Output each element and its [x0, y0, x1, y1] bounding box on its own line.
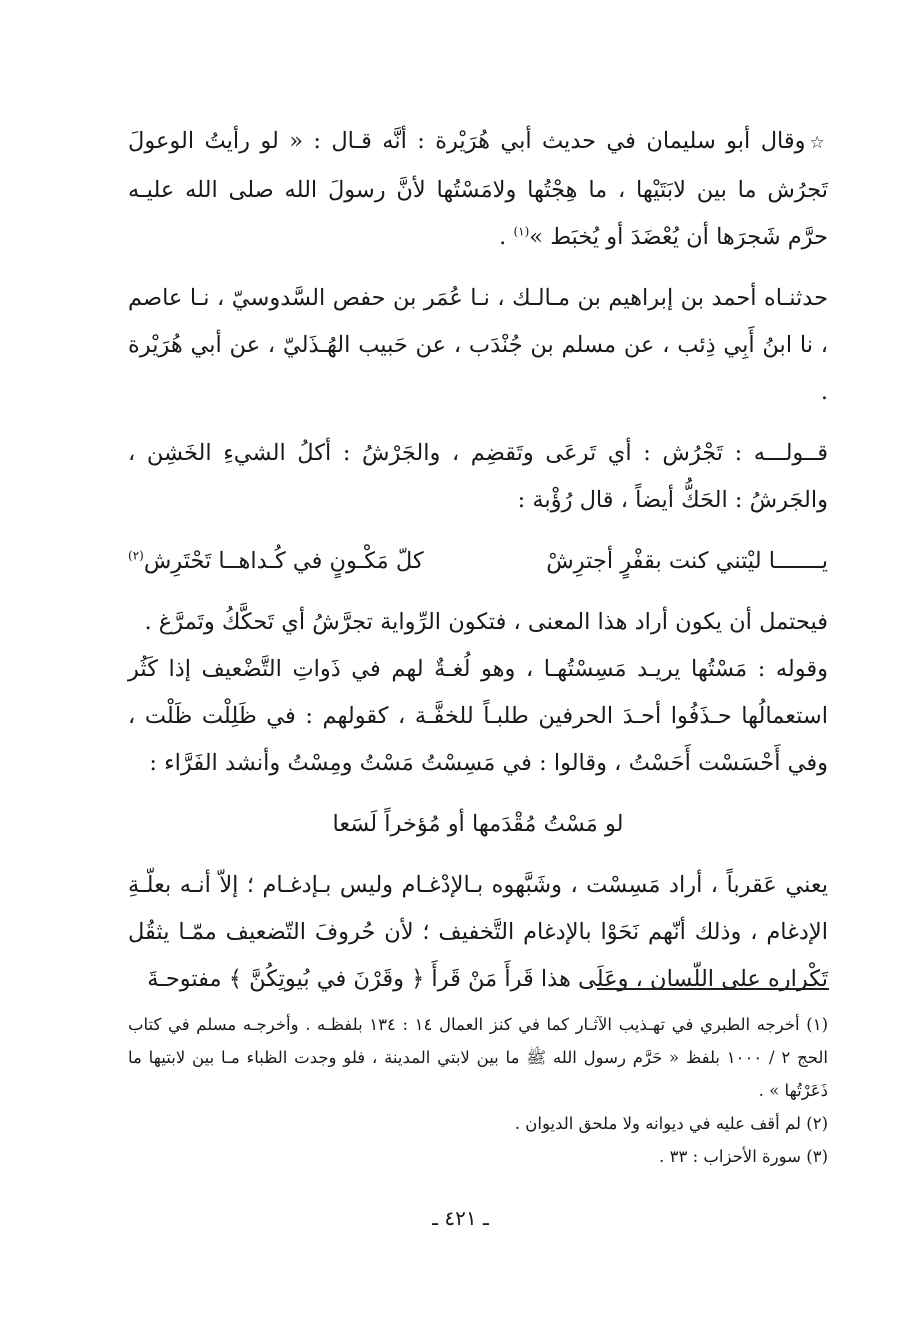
footnote-2: (٢) لم أقف عليه في ديوانه ولا ملحق الديوان . — [514, 1114, 828, 1133]
main-text — [128, 118, 828, 1003]
verse-hemistich-left: كلّ مَكْـونٍ في كُـداهــا تَحْتَرِش$^{(٢)}$ — [128, 548, 424, 574]
footnote-3: (٣) سورة الأحزاب : ٣٣ . — [659, 1147, 828, 1166]
paragraph-6: يعني عَقرباً ، أراد مَسِسْت ، وشَبَّهوه بـالإدْغـام وليس بـإدغـام ؛ إلاّ أنـه بعلّـةِ الإدغام ، وذلك أنّهم نَحَوْا بالإدغام التَّخفيف ؛ لأن حُروفَ التّضعيف ممّـا يثقُل تَكْراره على اللّسان ، وعَلَى هذا قَرأَ مَنْ قَرأَ ﴿ وقَرْنَ في بُيوتِكُنَّ ﴾ مفتوحـةَ — [128, 872, 828, 992]
paragraph-3: قــولـــه : تَجْرُش : أي تَرعَى وتَقضِم ، والجَرْشُ : أكلُ الشيءِ الخَشِن ، والجَرشُ : الحَكُّ أيضاً ، قال رُؤْبة : — [128, 440, 828, 513]
footnote-marker-1: (١) — [513, 224, 530, 239]
quoted-verse: لو مَسْتُ مُقْدَمها أو مُؤخراً لَسَعا — [332, 811, 624, 837]
paragraph-5: وقوله : مَسْتُها يريـد مَسِسْتُهـا ، وهو لُغـةٌ لهم في ذَواتِ التَّضْعيف إذا كَثُر استعمالُها حـذَفُوا أحـدَ الحرفين طلبـاً للخفَّـة ، كقولهم : في ظَلِلْت ظَلْت ، وفي أَحْسَسْت أَحَسْتُ ، وقالوا : في مَسِسْتُ مَسْتُ ومِسْتُ وأنشد الفَرَّاء : — [128, 656, 828, 776]
star-icon: ☆ — [809, 133, 829, 153]
paragraph-1: ☆وقال أبو سليمان في حديث أبي هُرَيْرة : أنَّه قـال : « لو رأيتُ الوعولَ تَجرُش ما بين لابَتَيْها ، ما هِجْتُها ولامَسْتُها لأنَّ رسولَ الله صلى الله عليـه حرَّم شَجرَها أن يُعْضَدَ أو يُخبَط »$^{(١)}$ . — [128, 128, 829, 250]
verse-hemistich-right: يـــــــا ليْتني كنت بقفْرٍ أجترِشْ — [546, 548, 828, 574]
footnote-1: (١) أخرجه الطبري في تهـذيب الآثـار كما في كنز العمال ١٤ : ١٣٤ بلفظـه . وأخرجـه مسلم في كتاب الحج ٢ / ١٠٠٠ بلفظ « حَرَّم رسول الله ﷺ ما بين لابتي المدينة ، فلو وجدت الظباء مـا بين لابتيها ما ذَعَرْتُها » . — [128, 1015, 828, 1100]
paragraph-4: فيحتمل أن يكون أراد هذا المعنى ، فتكون الرِّواية تجرَّشُ أي تَحكَّكُ وتَمرَّغ . — [144, 609, 828, 635]
page-number: ـ ٤٢١ ـ — [432, 1206, 489, 1230]
footnote-marker-2: (٢) — [128, 548, 144, 563]
poetry-verse — [128, 538, 828, 585]
footnote-separator — [597, 988, 829, 990]
footnotes — [128, 1008, 828, 1173]
paragraph-2: حدثنـاه أحمد بن إبراهيم بن مـالـك ، نـا عُمَر بن حفص السَّدوسيّ ، نـا عاصم ، نا ابنُ أَبِي ذِئب ، عن مسلم بن جُنْدَب ، عن حَبيب الهُـذَليّ ، عن أبي هُرَيْرة . — [128, 285, 828, 405]
